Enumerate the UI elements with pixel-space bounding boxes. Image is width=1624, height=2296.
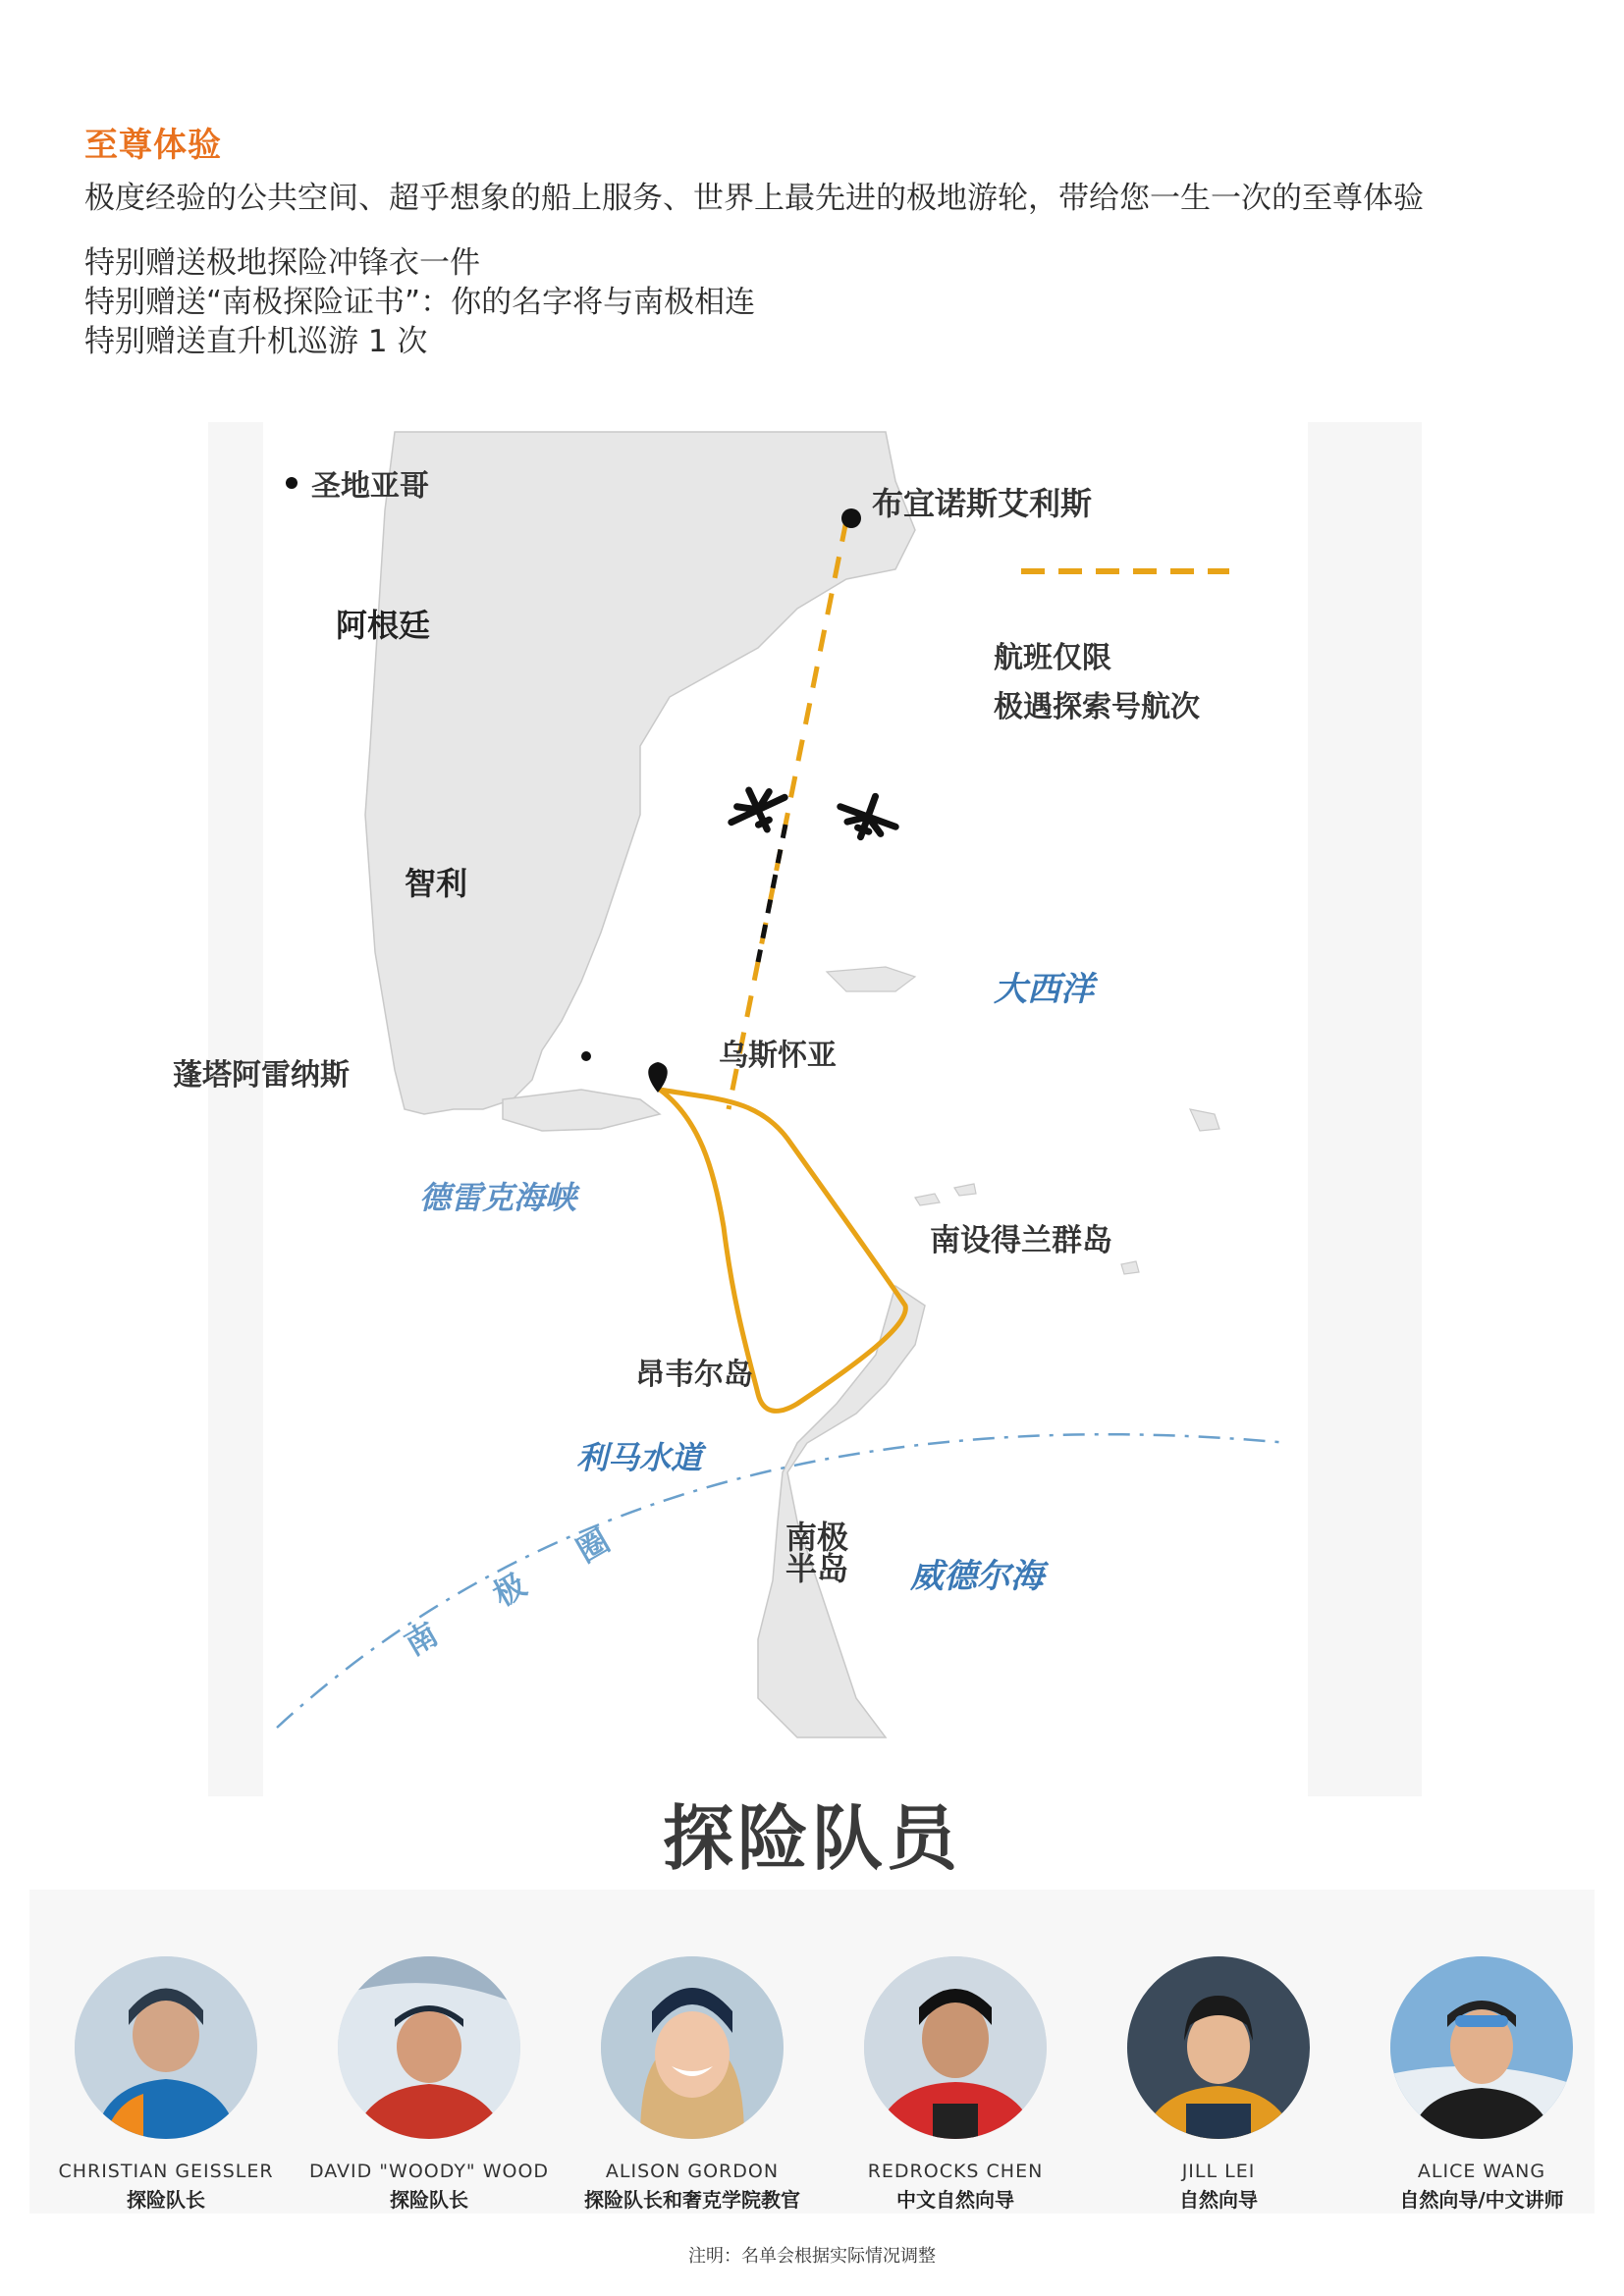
member-role: 自然向导 [1179,2188,1258,2212]
avatar [338,1956,520,2139]
avatar [1127,1956,1310,2139]
member-name: JILL LEI [1181,2161,1256,2182]
label-circle-2: 极 [486,1566,533,1615]
label-ushuaia: 乌斯怀亚 [719,1039,837,1073]
team-member-5 [1086,1956,1351,2213]
punta-arenas-marker [581,1051,591,1061]
label-circle-1: 南 [398,1615,445,1664]
team-member-2 [297,1956,562,2213]
section-title-experience: 至尊体验 [84,126,222,165]
label-argentina: 阿根廷 [336,607,431,644]
team-member-3 [560,1956,825,2213]
avatar [601,1956,784,2139]
team-member-6 [1349,1956,1614,2213]
gift-item-helicopter: 特别赠送直升机巡游 1 次 [84,324,428,359]
label-chile: 智利 [405,865,468,902]
experience-description: 极度经验的公共空间、超乎想象的船上服务、世界上最先进的极地游轮，带给您一生一次的至尊体验 [84,181,1424,216]
label-punta-arenas: 蓬塔阿雷纳斯 [173,1058,350,1093]
member-name: CHRISTIAN GEISSLER [58,2161,274,2182]
label-atlantic: 大西洋 [994,970,1094,1009]
avatar [864,1956,1047,2139]
team-member-1 [33,1956,298,2213]
member-name: DAVID "WOODY" WOOD [308,2161,550,2182]
member-role: 中文自然向导 [896,2188,1014,2212]
member-name: ALICE WANG [1417,2161,1546,2182]
label-buenos-aires: 布宜诺斯艾利斯 [872,485,1093,522]
member-role: 探险队长 [390,2188,468,2212]
label-lemaire-channel: 利马水道 [576,1439,703,1476]
label-circle-3: 圈 [569,1522,617,1571]
gift-item-jacket: 特别赠送极地探险冲锋衣一件 [84,245,480,281]
avatar [1390,1956,1573,2139]
label-drake-passage: 德雷克海峡 [419,1179,577,1216]
route-map [173,422,1422,1796]
label-santiago: 圣地亚哥 [311,469,429,504]
avatar [75,1956,257,2139]
team-title: 探险队员 [662,1797,961,1880]
label-peninsula-line1: 南极 [785,1519,849,1556]
member-role: 自然向导/中文讲师 [1399,2188,1564,2212]
member-role: 探险队长 [127,2188,205,2212]
legend-label-line1: 航班仅限 [994,641,1111,675]
team-member-4 [823,1956,1088,2213]
label-south-shetland: 南设得兰群岛 [930,1223,1112,1258]
label-peninsula-line2: 半岛 [785,1550,849,1587]
buenos-aires-marker [841,508,861,528]
legend-label-line2: 极遇探索号航次 [994,690,1200,724]
gift-item-certificate: 特别赠送“南极探险证书”：你的名字将与南极相连 [84,285,756,320]
santiago-marker [286,477,298,489]
member-name: REDROCKS CHEN [867,2161,1044,2182]
member-role: 探险队长和奢克学院教官 [584,2188,800,2212]
label-anvers-island: 昂韦尔岛 [635,1358,753,1392]
label-weddell-sea: 威德尔海 [910,1557,1044,1596]
roster-note: 注明：名单会根据实际情况调整 [688,2246,936,2267]
member-name: ALISON GORDON [605,2161,780,2182]
